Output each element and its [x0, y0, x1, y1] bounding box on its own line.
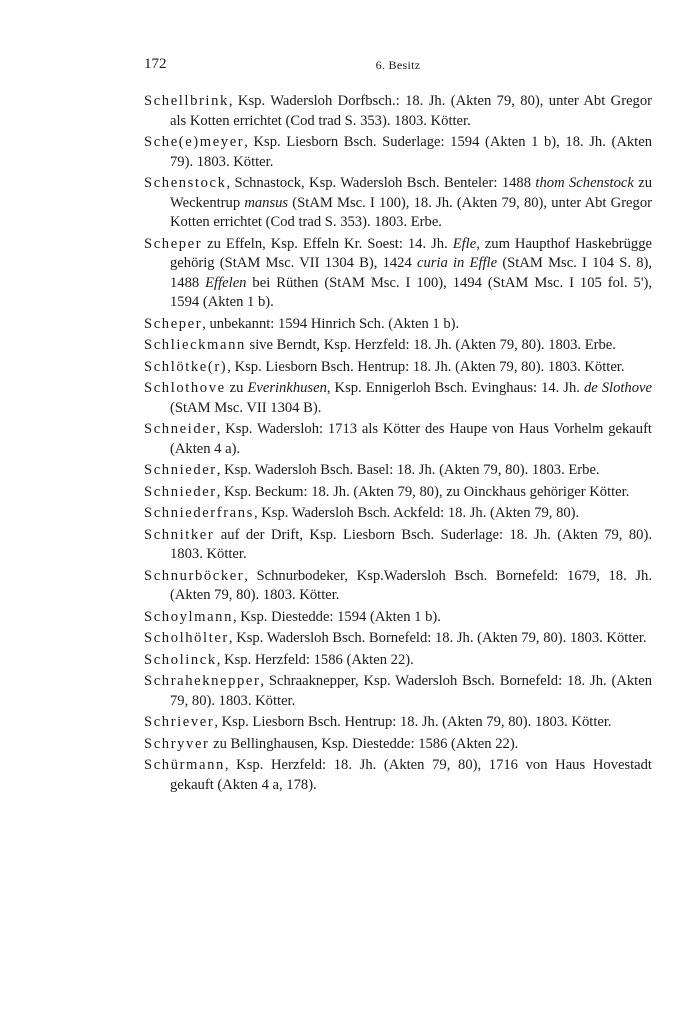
list-item — [144, 358, 652, 378]
entry-headword: Sche(e)meyer — [144, 134, 245, 150]
entry-headword: Schriever — [144, 714, 215, 730]
list-item — [144, 133, 652, 172]
entry-text: , zum Haupthof Haskebrügge gehörig (StAM Msc. VII 1304 B), 1424 — [170, 235, 652, 271]
list-item — [144, 336, 652, 356]
entry-headword: Schellbrink — [144, 93, 229, 109]
entry-text: , Ksp. Ennigerloh Bsch. Evinghaus: 14. Jh. — [326, 380, 584, 396]
entry-text: , Ksp. Herzfeld: 1586 (Akten 22). — [216, 651, 414, 668]
list-item — [144, 174, 652, 233]
list-item — [144, 483, 652, 503]
entry-text: , Schnastock, Ksp. Wadersloh Bsch. Benteler: 1488 — [226, 175, 536, 191]
list-item — [144, 92, 652, 131]
entry-headword: Schryver — [144, 735, 210, 752]
entry-text: bei Rüthen (StAM Msc. I 100), 1494 (StAM Msc. I 105 fol. 5'), 1594 (Akten 1 b). — [170, 274, 652, 310]
entry-headword: Schlieckmann — [144, 337, 246, 353]
page-number: 172 — [144, 56, 167, 72]
list-item — [144, 504, 652, 524]
entry-text: , unbekannt: 1594 Hinrich Sch. (Akten 1 b). — [202, 315, 460, 332]
entry-italic: de Slothove — [583, 380, 652, 396]
entry-text: , Schraaknepper, Ksp. Wadersloh Bsch. Bornefeld: 18. Jh. (Akten 79, 80). 1803. Kötter. — [170, 673, 652, 709]
entry-headword: Scheper — [144, 235, 203, 252]
entry-headword: Schoylmann — [144, 608, 233, 625]
entry-text: , Schnurbodeker, Ksp.Wadersloh Bsch. Bornefeld: 1679, 18. Jh. (Akten 79, 80). 1803. Kötter. — [170, 567, 652, 603]
list-item — [144, 461, 652, 481]
entry-italic: curia in Effle — [416, 255, 498, 271]
entry-text: , Ksp. Wadersloh Bsch. Bornefeld: 18. Jh. (Akten 79, 80). 1803. Kötter. — [228, 630, 647, 646]
entry-headword: Scholhölter — [144, 630, 229, 646]
entry-italic: Efle — [452, 235, 477, 252]
entry-headword: Schenstock — [144, 175, 227, 191]
list-item — [144, 235, 652, 313]
entry-text: , Ksp. Liesborn Bsch. Suderlage: 1594 (Akten 1 b), 18. Jh. (Akten 79). 1803. Kötter. — [170, 134, 652, 170]
entry-italic: mansus — [244, 194, 289, 211]
entry-headword: Schneider — [144, 421, 217, 437]
entry-headword: Schnieder — [144, 483, 217, 500]
entry-headword: Schlötke(r) — [144, 358, 228, 375]
entry-text: , Ksp. Liesborn Bsch. Hentrup: 18. Jh. (Akten 79, 80). 1803. Kötter. — [214, 714, 612, 730]
entry-italic: thom Schenstock — [535, 175, 634, 191]
entry-headword: Schürmann — [144, 757, 225, 773]
entry-text: , Ksp. Wadersloh Bsch. Ackfeld: 18. Jh. (Akten 79, 80). — [253, 505, 580, 521]
entry-list — [144, 92, 652, 797]
page-header — [144, 56, 652, 78]
entry-italic: Everinkhusen — [247, 380, 327, 396]
list-item — [144, 651, 652, 671]
running-title: 6. Besitz — [375, 58, 421, 72]
entry-text: (StAM Msc. I 104 S. 8), 1488 — [170, 255, 652, 291]
entry-text: sive Berndt, Ksp. Herzfeld: 18. Jh. (Akten 79, 80). 1803. Erbe. — [245, 337, 616, 353]
list-item — [144, 420, 652, 459]
list-item — [144, 629, 652, 649]
entry-headword: Scheper — [144, 315, 203, 332]
entry-text: zu Effeln, Ksp. Effeln Kr. Soest: 14. Jh. — [202, 235, 453, 252]
entry-text: , Ksp. Herzfeld: 18. Jh. (Akten 79, 80), 1716 von Haus Hovestadt gekauft (Akten 4 a, 178). — [170, 757, 652, 793]
entry-italic: Effelen — [205, 274, 247, 291]
list-item — [144, 672, 652, 711]
list-item — [144, 608, 652, 628]
list-item — [144, 756, 652, 795]
entry-text: , Ksp. Diestedde: 1594 (Akten 1 b). — [232, 608, 441, 625]
entry-text: zu — [225, 380, 248, 396]
entry-text: , Ksp. Beckum: 18. Jh. (Akten 79, 80), zu Oinckhaus gehöriger Kötter. — [216, 483, 630, 500]
list-item — [144, 315, 652, 335]
entry-text: auf der Drift, Ksp. Liesborn Bsch. Suderlage: 18. Jh. (Akten 79, 80). 1803. Kötter. — [170, 526, 652, 562]
entry-text: , Ksp. Liesborn Bsch. Hentrup: 18. Jh. (Akten 79, 80). 1803. Kötter. — [227, 358, 625, 375]
entry-text: (StAM Msc. I 100), 18. Jh. (Akten 79, 80), unter Abt Gregor Kotten errichtet (Cod trad S. 353). 1803. Erbe. — [170, 194, 652, 230]
list-item — [144, 735, 652, 755]
list-item — [144, 526, 652, 565]
entry-text: , Ksp. Wadersloh Bsch. Basel: 18. Jh. (Akten 79, 80). 1803. Erbe. — [216, 462, 600, 478]
entry-headword: Schlothove — [144, 380, 226, 396]
entry-headword: Schnieder — [144, 462, 217, 478]
list-item — [144, 713, 652, 733]
entry-text: zu Bellinghausen, Ksp. Diestedde: 1586 (Akten 22). — [209, 735, 519, 752]
entry-headword: Schnurböcker — [144, 567, 245, 584]
entry-headword: Scholinck — [144, 651, 217, 668]
entry-text: , Ksp. Wadersloh: 1713 als Kötter des Haupe von Haus Vorhelm gekauft (Akten 4 a). — [170, 421, 652, 457]
list-item — [144, 379, 652, 418]
entry-text: , Ksp. Wadersloh Dorfbsch.: 18. Jh. (Akten 79, 80), unter Abt Gregor als Kotten errichtet (Cod trad S. 353). 1803. Kötter. — [170, 93, 652, 129]
entry-headword: Schraheknepper — [144, 673, 261, 689]
entry-text: zu Weckentrup — [170, 175, 652, 211]
entry-headword: Schniederfrans — [144, 505, 254, 521]
entry-headword: Schnitker — [144, 526, 215, 543]
list-item — [144, 567, 652, 606]
entry-text: (StAM Msc. VII 1304 B). — [170, 399, 322, 416]
